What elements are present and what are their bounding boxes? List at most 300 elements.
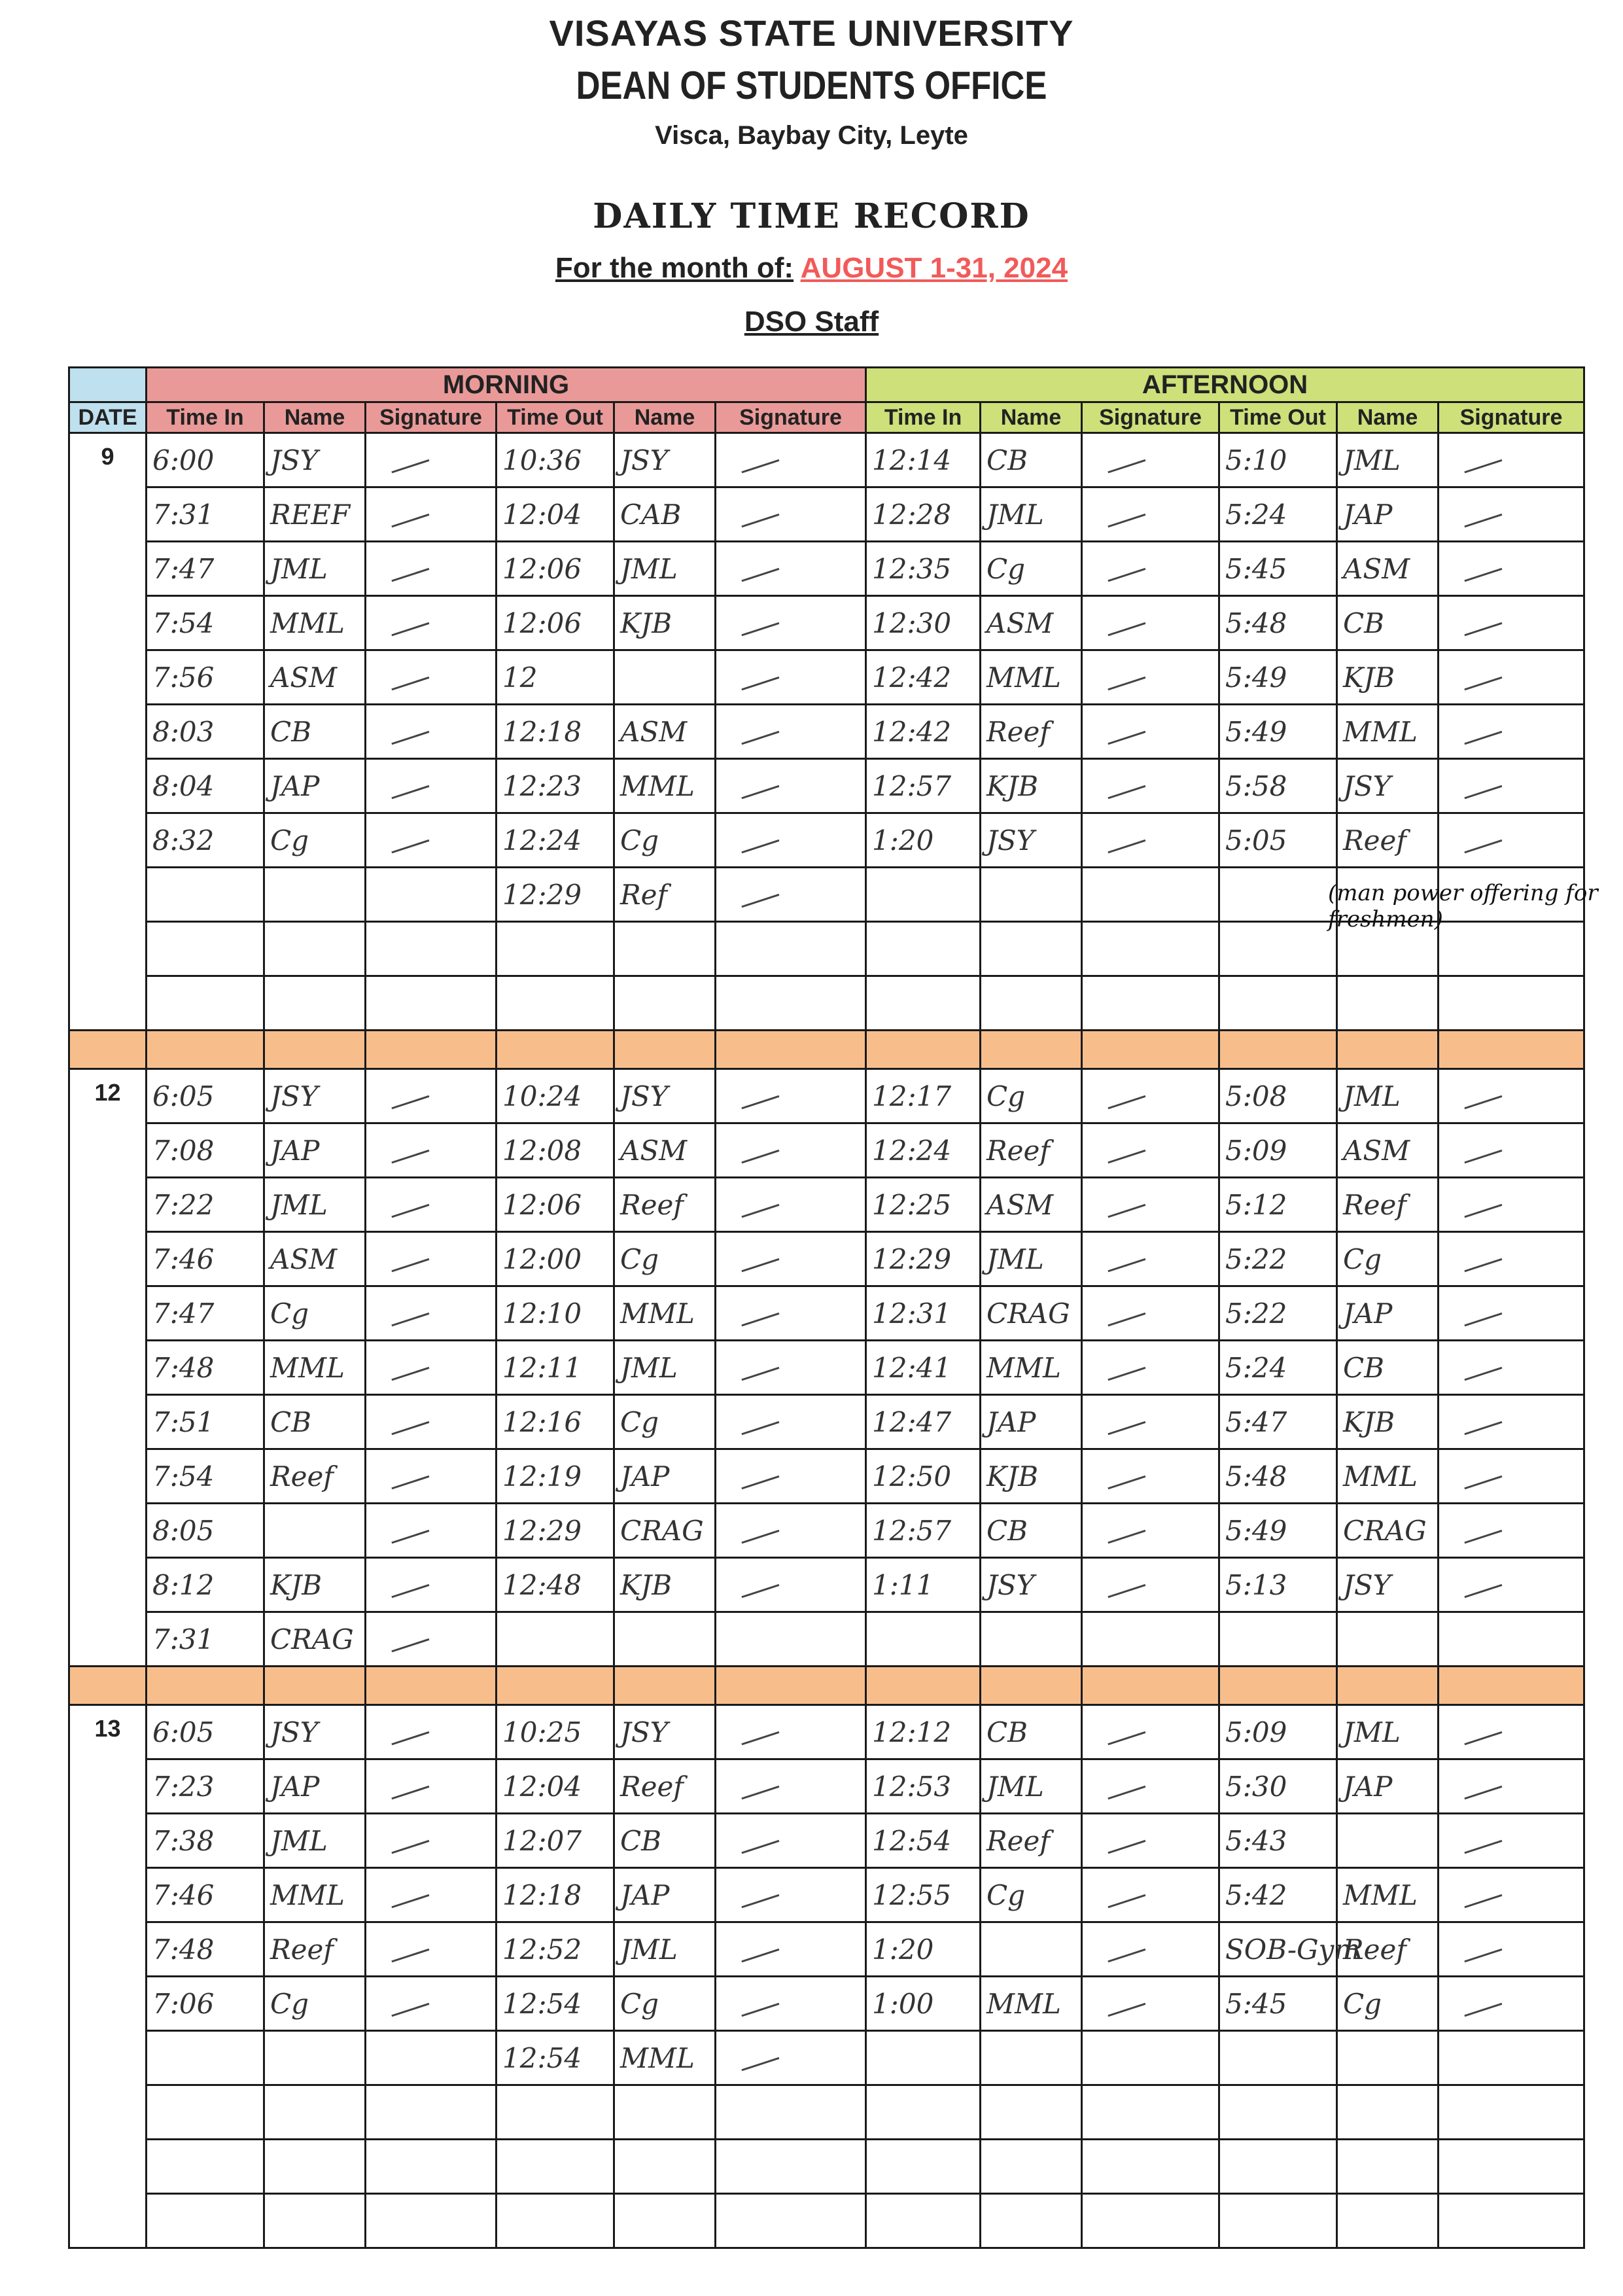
time-cell: 12:47	[866, 1395, 981, 1449]
name-cell: CB	[264, 705, 366, 759]
time-cell: 12:18	[497, 705, 614, 759]
name-cell: Reef	[981, 1814, 1082, 1868]
signature-cell	[1439, 2194, 1584, 2248]
time-cell: 5:09	[1219, 1123, 1337, 1178]
signature-cell	[1082, 650, 1219, 705]
time-cell: 7:51	[147, 1395, 264, 1449]
name-cell	[614, 922, 716, 976]
signature-scribble	[1108, 1366, 1146, 1383]
time-cell: 12:04	[497, 1759, 614, 1814]
time-cell: 5:24	[1219, 487, 1337, 542]
name-cell	[614, 2194, 716, 2248]
signature-cell	[1439, 2085, 1584, 2140]
signature-scribble	[391, 1421, 430, 1437]
name-cell: CRAG	[981, 1286, 1082, 1341]
time-cell	[866, 922, 981, 976]
signature-scribble	[741, 567, 780, 584]
name-cell: KJB	[264, 1558, 366, 1612]
name-cell	[1337, 2194, 1439, 2248]
time-cell: 12:25	[866, 1178, 981, 1232]
signature-cell	[1082, 596, 1219, 650]
signature-cell	[1082, 2085, 1219, 2140]
separator-cell	[866, 1031, 981, 1069]
table-row	[69, 1178, 1584, 1232]
name-cell	[981, 2194, 1082, 2248]
signature-scribble	[741, 622, 780, 638]
time-cell: 12:06	[497, 542, 614, 596]
column-header: Name	[981, 402, 1082, 433]
signature-scribble	[741, 1785, 780, 1801]
signature-cell	[366, 705, 497, 759]
time-cell: 1:20	[866, 1922, 981, 1977]
column-header: Time In	[866, 402, 981, 433]
time-cell: 12:31	[866, 1286, 981, 1341]
table-row	[69, 433, 1584, 487]
name-cell	[981, 2140, 1082, 2194]
table-row	[69, 1069, 1584, 1123]
name-cell: MML	[614, 1286, 716, 1341]
time-cell	[866, 868, 981, 922]
name-cell: Cg	[981, 1868, 1082, 1922]
signature-cell	[716, 1705, 866, 1759]
time-cell: 8:03	[147, 705, 264, 759]
time-cell	[1219, 2194, 1337, 2248]
signature-cell	[1082, 1759, 1219, 1814]
time-cell: 6:05	[147, 1705, 264, 1759]
time-cell: 12:57	[866, 1504, 981, 1558]
time-cell	[497, 2085, 614, 2140]
name-cell: JML	[614, 1341, 716, 1395]
signature-scribble	[1108, 1312, 1146, 1328]
name-cell	[264, 2194, 366, 2248]
name-cell	[1337, 1814, 1439, 1868]
table-row	[69, 596, 1584, 650]
separator-cell	[147, 1667, 264, 1705]
name-cell: ASM	[1337, 542, 1439, 596]
signature-cell	[1082, 1558, 1219, 1612]
table-row	[69, 1759, 1584, 1814]
signature-cell	[1439, 1705, 1584, 1759]
time-cell: 5:22	[1219, 1232, 1337, 1286]
name-cell: KJB	[1337, 1395, 1439, 1449]
signature-cell	[1439, 2140, 1584, 2194]
name-cell: JSY	[1337, 1558, 1439, 1612]
name-cell: CRAG	[264, 1612, 366, 1667]
separator-cell	[716, 1031, 866, 1069]
time-cell	[866, 976, 981, 1031]
signature-scribble	[391, 1529, 430, 1545]
time-cell: 8:05	[147, 1504, 264, 1558]
table-row	[69, 813, 1584, 868]
time-cell	[1219, 1612, 1337, 1667]
name-cell: Cg	[614, 1232, 716, 1286]
time-cell: 12:52	[497, 1922, 614, 1977]
signature-scribble	[1464, 2002, 1503, 2019]
signature-cell	[1082, 1286, 1219, 1341]
signature-scribble	[1464, 1731, 1503, 1747]
name-cell: KJB	[981, 759, 1082, 813]
time-cell: 12:50	[866, 1449, 981, 1504]
name-cell	[1337, 2140, 1439, 2194]
name-cell: JSY	[981, 1558, 1082, 1612]
name-cell: CRAG	[1337, 1504, 1439, 1558]
time-cell: 8:32	[147, 813, 264, 868]
table-row	[69, 650, 1584, 705]
separator-cell	[497, 1031, 614, 1069]
signature-cell	[366, 1232, 497, 1286]
signature-cell	[1439, 1558, 1584, 1612]
name-cell: Cg	[1337, 1977, 1439, 2031]
signature-cell	[366, 759, 497, 813]
signature-cell	[716, 1449, 866, 1504]
signature-scribble	[1464, 1839, 1503, 1856]
signature-scribble	[741, 1731, 780, 1747]
time-cell	[866, 2085, 981, 2140]
signature-cell	[366, 1395, 497, 1449]
name-cell	[264, 2085, 366, 2140]
column-header: Signature	[716, 402, 866, 433]
table-row	[69, 1232, 1584, 1286]
signature-scribble	[1464, 1475, 1503, 1491]
signature-cell	[366, 1759, 497, 1814]
name-cell	[614, 976, 716, 1031]
signature-cell	[366, 1977, 497, 2031]
signature-cell	[366, 596, 497, 650]
time-cell	[1219, 2140, 1337, 2194]
signature-cell	[716, 759, 866, 813]
signature-cell	[716, 1612, 866, 1667]
signature-cell	[1082, 2140, 1219, 2194]
time-cell	[147, 922, 264, 976]
signature-cell	[1082, 433, 1219, 487]
signature-cell	[1439, 705, 1584, 759]
name-cell	[981, 1612, 1082, 1667]
signature-cell	[366, 2194, 497, 2248]
month-line	[0, 252, 1623, 285]
name-cell: Cg	[981, 1069, 1082, 1123]
time-cell: 7:47	[147, 542, 264, 596]
name-cell: Cg	[614, 1395, 716, 1449]
name-cell: MML	[614, 759, 716, 813]
month-value: AUGUST 1-31, 2024	[800, 252, 1068, 284]
table-row	[69, 1449, 1584, 1504]
signature-scribble	[391, 513, 430, 529]
time-cell	[1219, 868, 1337, 922]
table-row	[69, 1123, 1584, 1178]
name-cell: Reef	[1337, 1178, 1439, 1232]
name-cell: CB	[981, 433, 1082, 487]
afternoon-header: AFTERNOON	[866, 368, 1584, 402]
time-cell: 12:48	[497, 1558, 614, 1612]
table-row	[69, 1977, 1584, 2031]
office-name: DEAN OF STUDENTS OFFICE	[576, 63, 1047, 107]
time-cell: 7:46	[147, 1868, 264, 1922]
time-cell: 7:38	[147, 1814, 264, 1868]
time-cell: 6:05	[147, 1069, 264, 1123]
signature-scribble	[1464, 1312, 1503, 1328]
signature-cell	[1439, 1395, 1584, 1449]
time-cell	[1219, 2031, 1337, 2085]
name-cell: JAP	[981, 1395, 1082, 1449]
signature-cell	[366, 1705, 497, 1759]
signature-cell	[1439, 1232, 1584, 1286]
signature-cell	[1082, 976, 1219, 1031]
signature-scribble	[741, 1366, 780, 1383]
time-cell: 5:24	[1219, 1341, 1337, 1395]
name-cell	[264, 1504, 366, 1558]
signature-cell	[366, 922, 497, 976]
time-cell: 5:30	[1219, 1759, 1337, 1814]
time-cell: 12:19	[497, 1449, 614, 1504]
time-cell: 5:48	[1219, 1449, 1337, 1504]
signature-scribble	[741, 513, 780, 529]
signature-scribble	[741, 1258, 780, 1274]
signature-cell	[366, 2140, 497, 2194]
signature-scribble	[391, 1583, 430, 1600]
name-cell	[614, 650, 716, 705]
name-cell: JSY	[1337, 759, 1439, 813]
signature-cell	[1082, 1504, 1219, 1558]
name-cell: Cg	[264, 813, 366, 868]
time-cell: 5:13	[1219, 1558, 1337, 1612]
time-cell: 5:22	[1219, 1286, 1337, 1341]
date-cell: 12	[69, 1069, 147, 1667]
time-cell	[147, 868, 264, 922]
column-header-row	[69, 402, 1584, 433]
table-row	[69, 705, 1584, 759]
time-cell: 12:24	[497, 813, 614, 868]
signature-scribble	[1464, 839, 1503, 855]
signature-scribble	[1108, 785, 1146, 801]
time-cell: 12:07	[497, 1814, 614, 1868]
signature-scribble	[391, 1785, 430, 1801]
name-cell	[614, 1612, 716, 1667]
signature-cell	[716, 813, 866, 868]
separator-cell	[366, 1031, 497, 1069]
time-cell: 5:43	[1219, 1814, 1337, 1868]
column-header: Name	[1337, 402, 1439, 433]
name-cell: Cg	[1337, 1232, 1439, 1286]
name-cell: Cg	[264, 1286, 366, 1341]
signature-scribble	[1464, 1948, 1503, 1964]
time-cell: 12:23	[497, 759, 614, 813]
name-cell: Reef	[264, 1922, 366, 1977]
signature-cell	[1082, 1868, 1219, 1922]
signature-scribble	[1108, 1785, 1146, 1801]
signature-cell	[1082, 1395, 1219, 1449]
name-cell: CB	[1337, 596, 1439, 650]
name-cell: MML	[1337, 1449, 1439, 1504]
name-cell: JAP	[264, 1123, 366, 1178]
signature-cell	[1082, 922, 1219, 976]
signature-scribble	[1108, 1421, 1146, 1437]
separator-cell	[1337, 1031, 1439, 1069]
separator-cell	[614, 1031, 716, 1069]
signature-cell	[716, 705, 866, 759]
time-cell	[866, 2031, 981, 2085]
signature-cell	[1439, 1922, 1584, 1977]
name-cell	[264, 2031, 366, 2085]
signature-scribble	[1108, 1894, 1146, 1910]
name-cell: JAP	[614, 1868, 716, 1922]
signature-cell	[1082, 1178, 1219, 1232]
signature-cell	[366, 1341, 497, 1395]
signature-cell	[1082, 1069, 1219, 1123]
name-cell: JSY	[264, 1069, 366, 1123]
name-cell: JSY	[264, 1705, 366, 1759]
time-cell: 12:54	[497, 2031, 614, 2085]
name-cell	[981, 868, 1082, 922]
signature-cell	[366, 1069, 497, 1123]
signature-scribble	[391, 676, 430, 692]
name-cell: JML	[1337, 1069, 1439, 1123]
signature-cell	[366, 1612, 497, 1667]
time-cell: 12:08	[497, 1123, 614, 1178]
time-cell: 12:30	[866, 596, 981, 650]
name-cell	[264, 976, 366, 1031]
signature-scribble	[391, 730, 430, 747]
signature-cell	[1082, 1232, 1219, 1286]
separator-cell	[147, 1031, 264, 1069]
time-cell: 7:31	[147, 1612, 264, 1667]
signature-scribble	[1464, 1149, 1503, 1165]
signature-scribble	[1108, 1475, 1146, 1491]
signature-scribble	[391, 1894, 430, 1910]
time-cell: 7:08	[147, 1123, 264, 1178]
name-cell: JSY	[614, 433, 716, 487]
signature-cell	[716, 976, 866, 1031]
name-cell: MML	[264, 1341, 366, 1395]
signature-scribble	[391, 1638, 430, 1654]
time-cell: 6:00	[147, 433, 264, 487]
signature-scribble	[1108, 622, 1146, 638]
name-cell: KJB	[614, 596, 716, 650]
table-row	[69, 976, 1584, 1031]
table-row	[69, 759, 1584, 813]
column-header: Time Out	[497, 402, 614, 433]
signature-cell	[1082, 542, 1219, 596]
time-cell: 7:23	[147, 1759, 264, 1814]
name-cell	[1337, 1612, 1439, 1667]
signature-scribble	[741, 893, 780, 910]
signature-scribble	[391, 567, 430, 584]
signature-cell	[716, 1341, 866, 1395]
signature-cell	[716, 1759, 866, 1814]
signature-cell	[366, 1123, 497, 1178]
time-cell: 12:12	[866, 1705, 981, 1759]
separator-cell	[1082, 1667, 1219, 1705]
signature-cell	[716, 2085, 866, 2140]
signature-scribble	[741, 459, 780, 475]
signature-cell	[1082, 1922, 1219, 1977]
signature-cell	[366, 433, 497, 487]
separator-cell	[716, 1667, 866, 1705]
signature-scribble	[391, 1203, 430, 1220]
signature-cell	[1439, 487, 1584, 542]
time-cell	[147, 976, 264, 1031]
signature-scribble	[1108, 459, 1146, 475]
signature-scribble	[1464, 676, 1503, 692]
time-cell: 7:46	[147, 1232, 264, 1286]
name-cell: ASM	[981, 1178, 1082, 1232]
name-cell: JAP	[1337, 487, 1439, 542]
signature-scribble	[391, 1731, 430, 1747]
time-cell: 8:12	[147, 1558, 264, 1612]
name-cell	[981, 922, 1082, 976]
table-row	[69, 1341, 1584, 1395]
name-cell: Reef	[1337, 813, 1439, 868]
name-cell: MML	[264, 596, 366, 650]
time-cell	[866, 2194, 981, 2248]
signature-cell	[1082, 1449, 1219, 1504]
name-cell: CB	[614, 1814, 716, 1868]
time-cell: 12:06	[497, 596, 614, 650]
day-separator	[69, 1031, 1584, 1069]
name-cell: KJB	[614, 1558, 716, 1612]
signature-scribble	[1108, 1731, 1146, 1747]
separator-cell	[614, 1667, 716, 1705]
time-cell: 12:16	[497, 1395, 614, 1449]
name-cell: ASM	[981, 596, 1082, 650]
name-cell: MML	[264, 1868, 366, 1922]
name-cell: ASM	[264, 1232, 366, 1286]
signature-cell	[1082, 487, 1219, 542]
name-cell: JAP	[264, 1759, 366, 1814]
name-cell: Reef	[981, 1123, 1082, 1178]
time-cell: 5:09	[1219, 1705, 1337, 1759]
signature-cell	[366, 1504, 497, 1558]
table-row	[69, 1504, 1584, 1558]
signature-cell	[1439, 813, 1584, 868]
time-cell: 5:10	[1219, 433, 1337, 487]
signature-scribble	[1464, 785, 1503, 801]
office-address: Visca, Baybay City, Leyte	[655, 121, 968, 150]
signature-cell	[716, 2031, 866, 2085]
signature-cell	[1082, 813, 1219, 868]
time-cell: 5:12	[1219, 1178, 1337, 1232]
separator-cell	[981, 1031, 1082, 1069]
time-cell: 7:22	[147, 1178, 264, 1232]
signature-scribble	[741, 785, 780, 801]
signature-scribble	[391, 1258, 430, 1274]
signature-scribble	[1108, 1203, 1146, 1220]
name-cell: CRAG	[614, 1504, 716, 1558]
name-cell	[1337, 976, 1439, 1031]
time-cell: 5:45	[1219, 542, 1337, 596]
day-separator	[69, 1667, 1584, 1705]
signature-scribble	[1464, 1203, 1503, 1220]
signature-cell	[716, 2140, 866, 2194]
name-cell: JML	[264, 1178, 366, 1232]
signature-scribble	[741, 1203, 780, 1220]
time-cell: 12:24	[866, 1123, 981, 1178]
signature-cell	[716, 2194, 866, 2248]
signature-cell	[1439, 1178, 1584, 1232]
time-cell	[147, 2031, 264, 2085]
name-cell: MML	[614, 2031, 716, 2085]
signature-cell	[366, 1922, 497, 1977]
signature-scribble	[1108, 1948, 1146, 1964]
separator-cell	[1219, 1667, 1337, 1705]
separator-cell	[366, 1667, 497, 1705]
signature-scribble	[741, 1583, 780, 1600]
name-cell: ASM	[614, 1123, 716, 1178]
time-cell	[147, 2085, 264, 2140]
time-cell: 12:29	[497, 1504, 614, 1558]
separator-cell	[1337, 1667, 1439, 1705]
time-record-table	[68, 366, 1585, 2249]
time-cell: 12:54	[497, 1977, 614, 2031]
